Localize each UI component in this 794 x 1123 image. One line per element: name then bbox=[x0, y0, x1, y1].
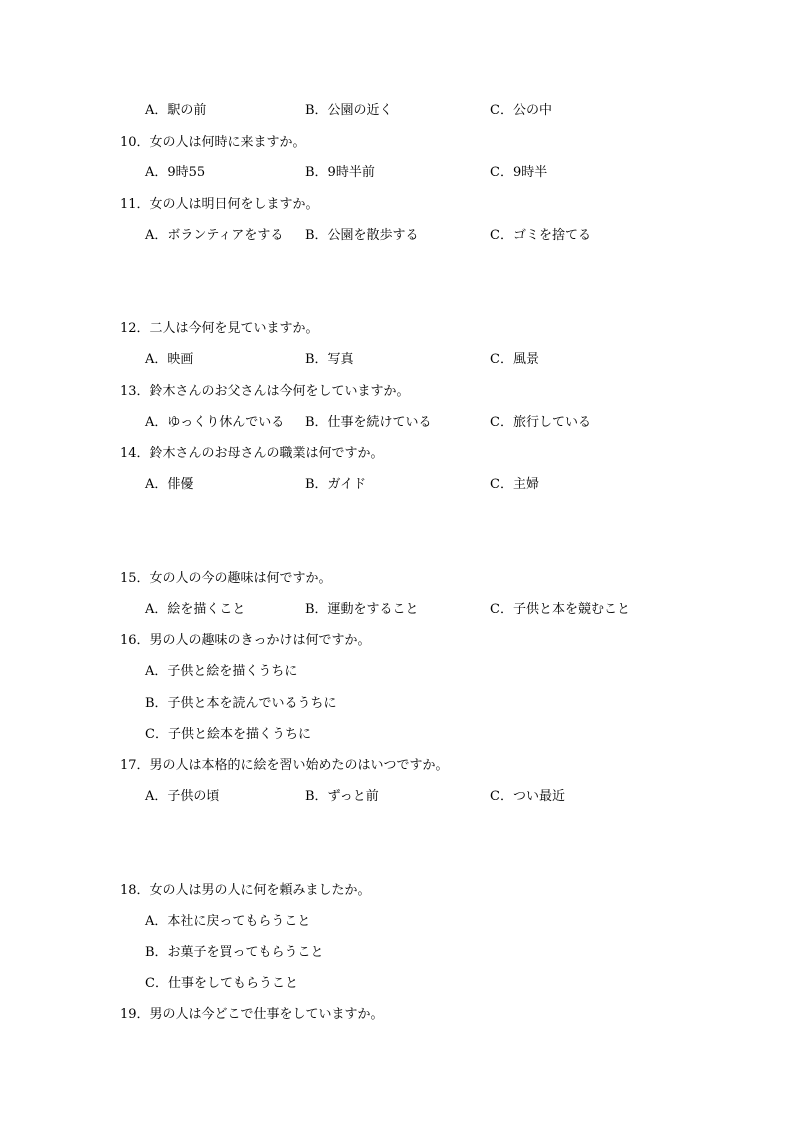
option-b: B．お菓子を買ってもらうこと bbox=[145, 945, 324, 960]
option-b: B．写真 bbox=[305, 352, 354, 367]
option-a: A．ゆっくり休んでいる bbox=[145, 415, 285, 430]
option-c: C．9時半 bbox=[490, 165, 548, 180]
option-b: B．9時半前 bbox=[305, 165, 375, 180]
question-text: 16．男の人の趣味のきっかけは何ですか。 bbox=[120, 633, 371, 648]
option-c: C．旅行している bbox=[490, 415, 591, 430]
question-text: 17．男の人は本格的に絵を習い始めたのはいつですか。 bbox=[120, 758, 449, 773]
question-text: 15．女の人の今の趣味は何ですか。 bbox=[120, 571, 332, 586]
option-c: C．仕事をしてもらうこと bbox=[145, 976, 298, 991]
option-b: B．ずっと前 bbox=[305, 789, 379, 804]
option-b: B．仕事を続けている bbox=[305, 415, 432, 430]
option-b: B．運動をすること bbox=[305, 602, 419, 617]
option-a: A．9時55 bbox=[145, 165, 206, 180]
option-a: A．映画 bbox=[145, 352, 194, 367]
option-a: A．俳優 bbox=[145, 477, 194, 492]
option-b: B．公園の近く bbox=[305, 103, 393, 118]
question-text: 14．鈴木さんのお母さんの職業は何ですか。 bbox=[120, 446, 384, 461]
question-text: 11．女の人は明日何をしますか。 bbox=[120, 197, 319, 212]
question-text: 13．鈴木さんのお父さんは今何をしていますか。 bbox=[120, 384, 410, 399]
option-c: C．ゴミを捨てる bbox=[490, 228, 591, 243]
option-b: B．公園を散歩する bbox=[305, 228, 419, 243]
option-c: C．つい最近 bbox=[490, 789, 565, 804]
option-a: A．子供と絵を描くうちに bbox=[145, 664, 298, 679]
option-a: A．本社に戻ってもらうこと bbox=[145, 914, 311, 929]
option-b: B．子供と本を読んでいるうちに bbox=[145, 696, 337, 711]
question-text: 18．女の人は男の人に何を頼みましたか。 bbox=[120, 883, 371, 898]
option-c: C．子供と本を競むこと bbox=[490, 602, 630, 617]
option-c: C．風景 bbox=[490, 352, 539, 367]
option-a: A．駅の前 bbox=[145, 103, 207, 118]
option-c: C．主婦 bbox=[490, 477, 539, 492]
option-c: C．公の中 bbox=[490, 103, 552, 118]
option-a: A．絵を描くこと bbox=[145, 602, 246, 617]
option-c: C．子供と絵本を描くうちに bbox=[145, 727, 311, 742]
option-b: B．ガイド bbox=[305, 477, 367, 492]
option-a: A．ボランティアをする bbox=[145, 228, 284, 243]
option-a: A．子供の頃 bbox=[145, 789, 220, 804]
question-text: 12．二人は今何を見ていますか。 bbox=[120, 321, 319, 336]
question-text: 19．男の人は今どこで仕事をしていますか。 bbox=[120, 1007, 384, 1022]
question-text: 10．女の人は何時に来ますか。 bbox=[120, 135, 306, 150]
